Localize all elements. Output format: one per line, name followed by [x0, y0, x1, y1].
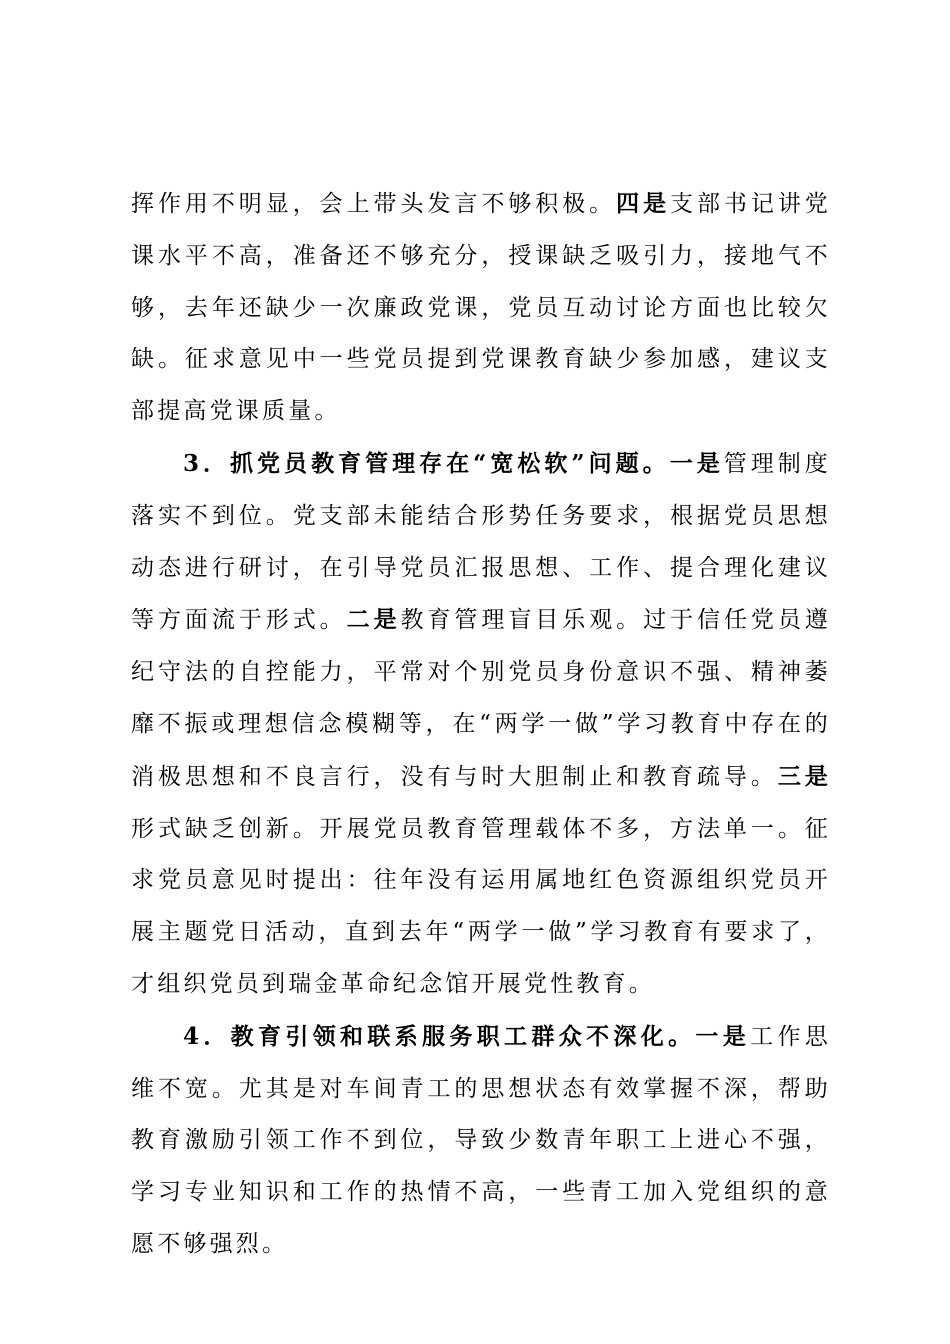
paragraph-1 — [131, 178, 831, 438]
section-heading-3: 3．抓党员教育管理存在“宽松软”问题。一是 — [183, 449, 724, 477]
document-body — [131, 178, 831, 1271]
bold-text-run: 二是 — [346, 606, 401, 634]
section-heading-4: 4．教育引领和联系服务职工群众不深化。一是 — [183, 1022, 751, 1050]
bold-text-run: 四是 — [616, 190, 671, 217]
text-run: 管理制度落实不到位。党支部未能结合形势任务要求，根据党员思想动态进行研讨，在引导党员汇报思想、工作、提合理化建议等方面流于形式。 — [131, 450, 831, 634]
text-run: 挥作用不明显，会上带头发言不够积极。 — [131, 191, 617, 217]
bold-text-run: 三是 — [777, 762, 831, 790]
paragraph-3 — [131, 1011, 831, 1271]
text-run: 教育管理盲目乐观。过于信任党员遵纪守法的自控能力，平常对个别党员身份意识不强、精神萎靡不振或理想信念模糊等，在“两学一做”学习教育中存在的消极思想和不良言行，没有与时大胆制止和教育疏导。 — [131, 607, 832, 790]
paragraph-2 — [131, 438, 831, 1011]
text-run: 工作思维不宽。尤其是对车间青工的思想状态有效掌握不深，帮助教育激励引领工作不到位，导致少数青年职工上进心不强，学习专业知识和工作的热情不高，一些青工加入党组织的意愿不够强烈。 — [131, 1023, 831, 1257]
text-run: 形式缺乏创新。开展党员教育管理载体不多，方法单一。征求党员意见时提出：往年没有运用属地红色资源组织党员开展主题党日活动，直到去年“两学一做”学习教育有要求了，才组织党员到瑞金革命纪念馆开展党性教育。 — [131, 815, 831, 997]
text-run: 支部书记讲党课水平不高，准备还不够充分，授课缺乏吸引力，接地气不够，去年还缺少一次廉政党课，党员互动讨论方面也比较欠缺。征求意见中一些党员提到党课教育缺少参加感，建议支部提高党课质量。 — [131, 191, 831, 425]
